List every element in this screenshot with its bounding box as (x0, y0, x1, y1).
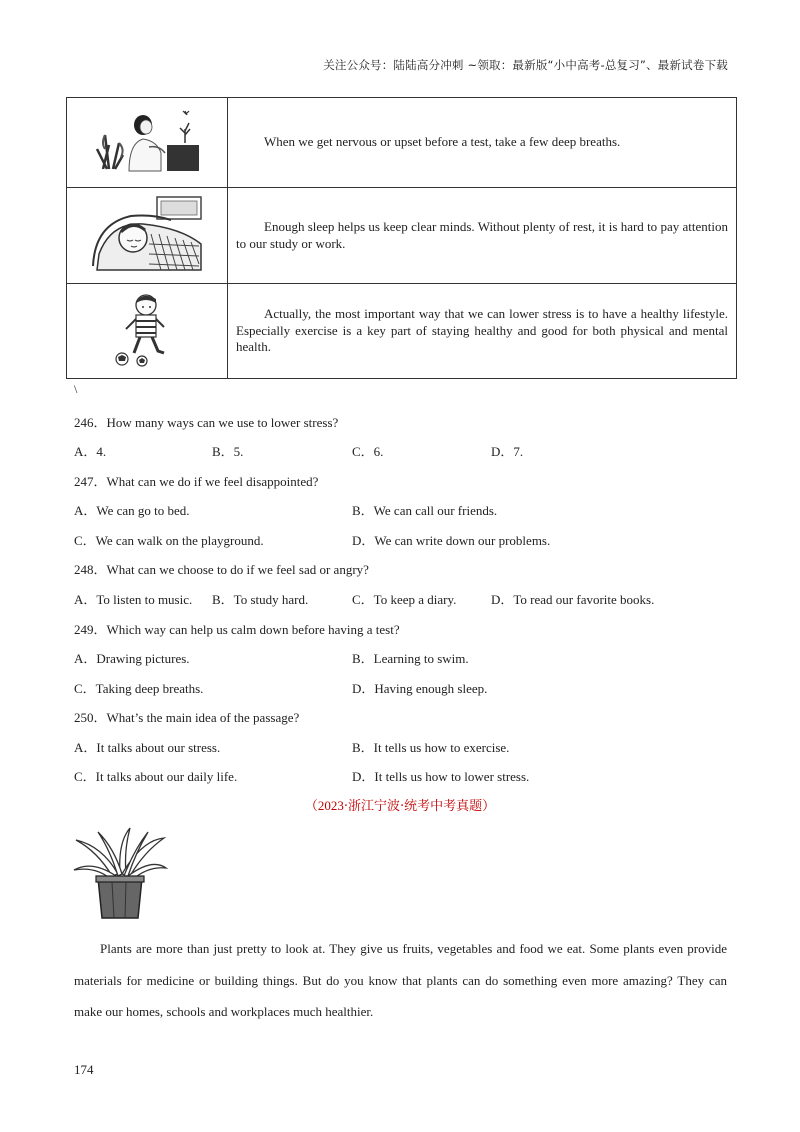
reading-passage (74, 933, 727, 1028)
source-place: ·浙江宁波·统考中考真题 (343, 799, 483, 814)
option-250-a[interactable]: A．It talks about our stress. (74, 740, 221, 755)
option-248-a[interactable]: A．To listen to music. (74, 592, 193, 607)
source-citation: （2023·浙江宁波·统考中考真题） (304, 798, 496, 814)
tip-text: Actually, the most important way that we can lower stress is to have a healthy lifestyle. Especially exercise is a key part of staying healthy and good for both physical and mental health. (236, 306, 728, 355)
option-250-c[interactable]: C．It talks about our daily life. (74, 769, 238, 784)
option-246-c[interactable]: C．6. (352, 444, 384, 459)
table-image-cell (67, 188, 228, 284)
option-249-c[interactable]: C．Taking deep breaths. (74, 681, 204, 696)
option-248-b[interactable]: B．To study hard. (212, 592, 309, 607)
option-247-d[interactable]: D．We can write down our problems. (352, 533, 551, 548)
option-250-b[interactable]: B．It tells us how to exercise. (352, 740, 510, 755)
option-246-a[interactable]: A．4. (74, 444, 107, 459)
tip-text: When we get nervous or upset before a test, take a few deep breaths. (264, 134, 621, 150)
option-248-d[interactable]: D．To read our favorite books. (491, 592, 655, 607)
question-stem-247: 247．What can we do if we feel disappointed? (74, 474, 319, 489)
question-stem-248: 248．What can we choose to do if we feel sad or angry? (74, 562, 369, 577)
option-248-c[interactable]: C．To keep a diary. (352, 592, 457, 607)
table-text-cell (228, 188, 737, 284)
option-249-b[interactable]: B．Learning to swim. (352, 651, 469, 666)
page-header: 关注公众号：陆陆高分冲刺 ~领取：最新版“小中高考-总复习”、最新试卷下载 (323, 58, 728, 72)
source-year: 2023 (317, 798, 344, 813)
boy-playing-football-illustration-icon (112, 291, 182, 367)
stray-mark: \ (74, 382, 78, 396)
question-stem-250: 250．What’s the main idea of the passage? (74, 710, 300, 725)
table-image-cell (67, 284, 228, 379)
tip-text: Enough sleep helps us keep clear minds. Without plenty of rest, it is hard to pay attention to our study or work. (236, 219, 728, 251)
option-247-a[interactable]: A．We can go to bed. (74, 503, 190, 518)
stress-tips-table (66, 97, 737, 379)
table-image-cell (67, 98, 228, 188)
table-row (67, 284, 737, 379)
passage-text: Plants are more than just pretty to look at. They give us fruits, vegetables and food we eat. Some plants even provide materials for medicine or building things. But do you know that plants can do something even more amazing? They can make our homes, schools and workplaces much healthier. (74, 941, 727, 1019)
table-row (67, 188, 737, 284)
question-stem-246: 246．How many ways can we use to lower stress? (74, 415, 339, 430)
table-text-cell (228, 98, 737, 188)
page-number: 174 (74, 1062, 94, 1077)
option-246-d[interactable]: D．7. (491, 444, 524, 459)
question-stem-249: 249．Which way can help us calm down before having a test? (74, 622, 400, 637)
table-row (67, 98, 737, 188)
option-247-c[interactable]: C．We can walk on the playground. (74, 533, 264, 548)
table-text-cell (228, 284, 737, 379)
option-246-b[interactable]: B．5. (212, 444, 244, 459)
option-249-d[interactable]: D．Having enough sleep. (352, 681, 488, 696)
option-249-a[interactable]: A．Drawing pictures. (74, 651, 190, 666)
potted-plant-illustration-icon (72, 826, 168, 922)
option-247-b[interactable]: B．We can call our friends. (352, 503, 498, 518)
boy-sleeping-illustration-icon (91, 194, 203, 272)
option-250-d[interactable]: D．It tells us how to lower stress. (352, 769, 530, 784)
woman-breathing-illustration-icon (91, 105, 203, 175)
